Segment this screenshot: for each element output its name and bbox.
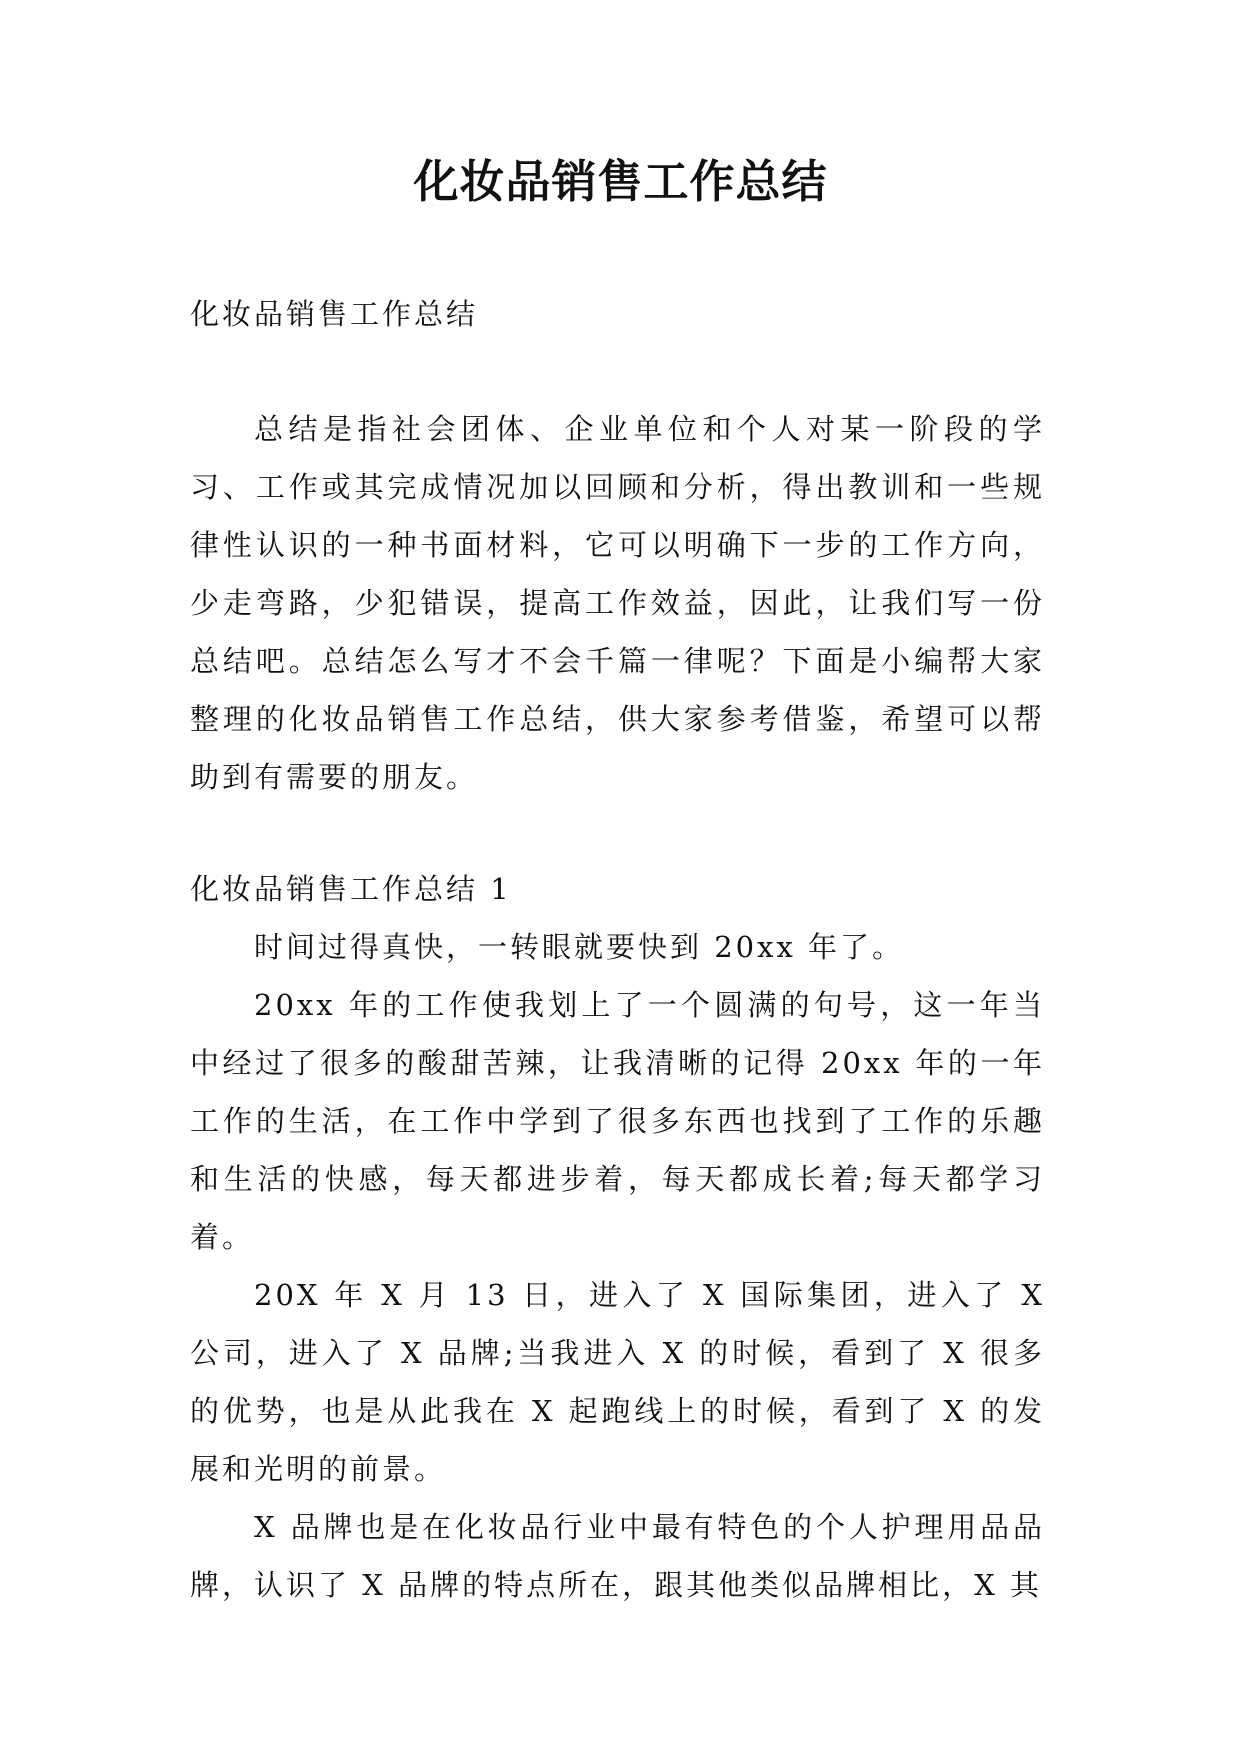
spacer <box>190 806 1045 860</box>
body-paragraph: 20xx 年的工作使我划上了一个圆满的句号，这一年当中经过了很多的酸甜苦辣，让我清晰的记得 20xx 年的一年工作的生活，在工作中学到了很多东西也找到了工作的乐趣和生活的快感，每天都进步着，每天都成长着;每天都学习着。 <box>190 988 1045 1254</box>
body-paragraph: 时间过得真快，一转眼就要快到 20xx 年了。 <box>254 930 905 964</box>
document-subtitle: 化妆品销售工作总结 <box>190 297 479 331</box>
body-paragraph: X 品牌也是在化妆品行业中最有特色的个人护理用品品牌，认识了 X 品牌的特点所在，跟其他类似品牌相比，X 其 <box>190 1510 1045 1602</box>
intro-paragraph: 总结是指社会团体、企业单位和个人对某一阶段的学习、工作或其完成情况加以回顾和分析，得出教训和一些规律性认识的一种书面材料，它可以明确下一步的工作方向，少走弯路，少犯错误，提高工作效益，因此，让我们写一份总结吧。总结怎么写才不会千篇一律呢？下面是小编帮大家整理的化妆品销售工作总结，供大家参考借鉴，希望可以帮助到有需要的朋友。 <box>190 412 1045 794</box>
spacer <box>190 343 1045 400</box>
document-title: 化妆品销售工作总结 <box>413 155 828 208</box>
section-heading: 化妆品销售工作总结 1 <box>190 872 512 906</box>
document-body <box>190 285 1045 1614</box>
body-paragraph: 20X 年 X 月 13 日，进入了 X 国际集团，进入了 X 公司，进入了 X 品牌;当我进入 X 的时候，看到了 X 很多的优势，也是从此我在 X 起跑线上的时候，看到了 X 的发展和光明的前景。 <box>190 1278 1045 1486</box>
